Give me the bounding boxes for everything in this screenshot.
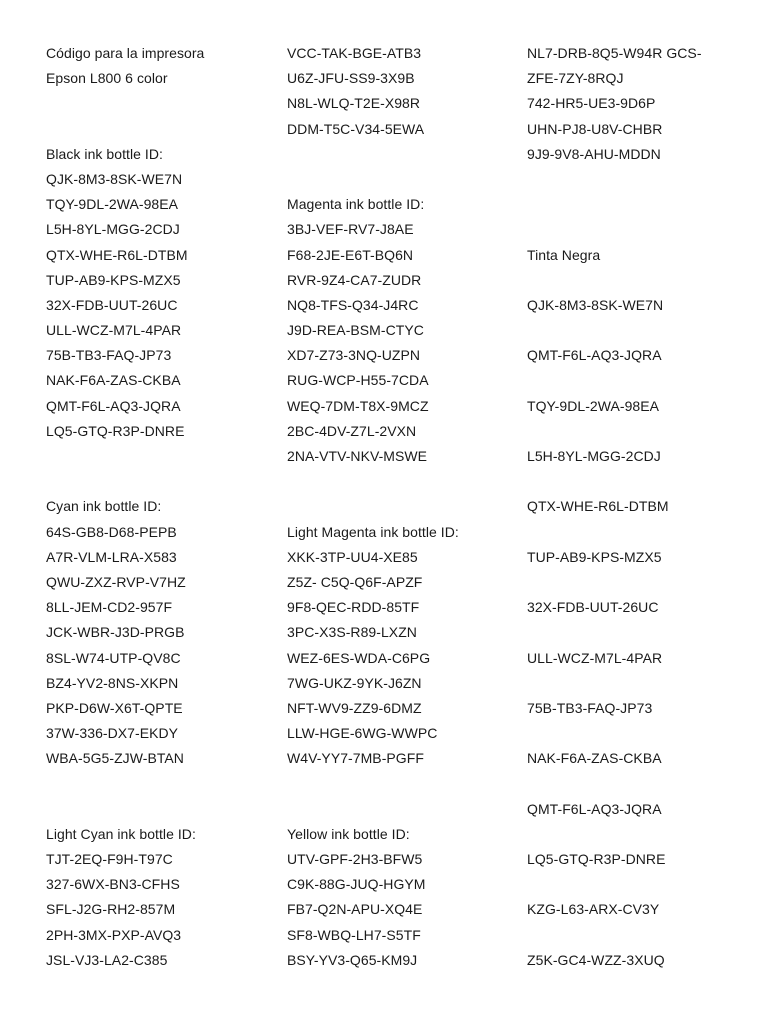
blank-line	[287, 797, 523, 822]
blank-line	[46, 444, 282, 469]
ink-code: XKK-3TP-UU4-XE85	[287, 548, 418, 565]
ink-code: NL7-DRB-8Q5-W94R GCS-	[527, 45, 702, 61]
ink-code: JSL-VJ3-LA2-C385	[46, 951, 168, 968]
ink-code: 3BJ-VEF-RV7-J8AE	[287, 221, 414, 238]
ink-code: Z5K-GC4-WZZ-3XUQ	[527, 951, 665, 968]
ink-code: QMT-F6L-AQ3-JQRA	[527, 800, 662, 817]
ink-code: QTX-WHE-R6L-DTBM	[46, 246, 188, 263]
ink-code: NAK-F6A-ZAS-CKBA	[46, 372, 181, 389]
ink-code: Z5Z- C5Q-Q6F-APZF	[287, 573, 423, 590]
ink-code: XD7-Z73-3NQ-UZPN	[287, 347, 421, 364]
section-heading: Epson L800 6 color	[46, 70, 168, 87]
ink-code: BSY-YV3-Q65-KM9J	[287, 951, 418, 968]
ink-code: JCK-WBR-J3D-PRGB	[46, 624, 185, 641]
ink-code: UHN-PJ8-U8V-CHBR	[527, 120, 663, 137]
blank-line	[527, 520, 763, 545]
ink-code: A7R-VLM-LRA-X583	[46, 548, 177, 565]
ink-code: 75B-TB3-FAQ-JP73	[527, 699, 653, 716]
ink-code: QTX-WHE-R6L-DTBM	[527, 498, 669, 515]
ink-code: 2BC-4DV-Z7L-2VXN	[287, 422, 417, 439]
ink-code: J9D-REA-BSM-CTYC	[287, 322, 424, 339]
ink-code: C9K-88G-JUQ-HGYM	[287, 876, 426, 893]
ink-code: 2NA-VTV-NKV-MSWE	[287, 448, 428, 464]
blank-line	[527, 368, 763, 393]
blank-line	[527, 671, 763, 696]
ink-code: WBA-5G5-ZJW-BTAN	[46, 750, 184, 767]
blank-line	[527, 167, 763, 192]
blank-line	[527, 469, 763, 494]
blank-line	[527, 268, 763, 293]
ink-code: 3PC-X3S-R89-LXZN	[287, 624, 417, 641]
ink-code: TQY-9DL-2WA-98EA	[527, 397, 660, 414]
blank-line	[527, 192, 763, 217]
blank-line	[287, 494, 523, 519]
ink-code: 75B-TB3-FAQ-JP73	[46, 347, 172, 364]
ink-code: 7WG-UKZ-9YK-J6ZN	[287, 674, 422, 691]
blank-line	[46, 117, 282, 142]
blank-line	[287, 469, 523, 494]
ink-code: ULL-WCZ-M7L-4PAR	[46, 322, 182, 339]
ink-code: KZG-L63-ARX-CV3Y	[527, 901, 660, 918]
ink-code: 9J9-9V8-AHU-MDDN	[527, 145, 661, 162]
blank-line	[46, 91, 282, 116]
ink-code: U6Z-JFU-SS9-3X9B	[287, 70, 415, 87]
blank-line	[527, 872, 763, 897]
ink-code: DDM-T5C-V34-5EWA	[287, 120, 425, 137]
blank-line	[527, 771, 763, 796]
blank-line	[46, 469, 282, 494]
blank-line	[527, 217, 763, 242]
ink-code: 32X-FDB-UUT-26UC	[527, 599, 659, 616]
ink-code: QMT-F6L-AQ3-JQRA	[46, 397, 181, 414]
ink-code: SFL-J2G-RH2-857M	[46, 901, 176, 918]
ink-code: N8L-WLQ-T2E-X98R	[287, 95, 421, 112]
ink-code: TQY-9DL-2WA-98EA	[46, 196, 179, 213]
blank-line	[527, 923, 763, 948]
section-heading: Tinta Negra	[527, 246, 601, 263]
ink-code: TUP-AB9-KPS-MZX5	[46, 271, 181, 288]
ink-code: RVR-9Z4-CA7-ZUDR	[287, 271, 422, 288]
ink-code: QJK-8M3-8SK-WE7N	[46, 170, 183, 187]
section-heading: Light Magenta ink bottle ID:	[287, 523, 459, 540]
section-heading: Light Cyan ink bottle ID:	[46, 825, 196, 842]
blank-line	[527, 570, 763, 595]
section-heading: Código para la impresora	[46, 45, 205, 61]
ink-code: WEQ-7DM-T8X-9MCZ	[287, 397, 429, 414]
ink-code: NQ8-TFS-Q34-J4RC	[287, 296, 419, 313]
ink-code: QMT-F6L-AQ3-JQRA	[527, 347, 662, 364]
blank-line	[287, 167, 523, 192]
ink-code: L5H-8YL-MGG-2CDJ	[46, 221, 180, 238]
ink-code: FB7-Q2N-APU-XQ4E	[287, 901, 423, 918]
blank-line	[46, 771, 282, 796]
section-heading: Black ink bottle ID:	[46, 145, 163, 162]
ink-code: 327-6WX-BN3-CFHS	[46, 876, 180, 893]
ink-code: L5H-8YL-MGG-2CDJ	[527, 448, 661, 464]
blank-line	[287, 771, 523, 796]
column-1	[46, 41, 282, 973]
ink-code: TJT-2EQ-F9H-T97C	[46, 851, 173, 867]
ink-code: W4V-YY7-7MB-PGFF	[287, 750, 424, 767]
ink-code: F68-2JE-E6T-BQ6N	[287, 246, 414, 263]
ink-code: 9F8-QEC-RDD-85TF	[287, 599, 420, 616]
ink-code: NAK-F6A-ZAS-CKBA	[527, 750, 662, 767]
ink-code: WEZ-6ES-WDA-C6PG	[287, 649, 431, 666]
column-2	[287, 41, 523, 973]
blank-line	[46, 797, 282, 822]
blank-line	[527, 822, 763, 847]
blank-line	[527, 721, 763, 746]
ink-code: LQ5-GTQ-R3P-DNRE	[46, 422, 185, 439]
ink-code: QWU-ZXZ-RVP-V7HZ	[46, 573, 186, 590]
ink-code: 8LL-JEM-CD2-957F	[46, 599, 173, 616]
ink-code: 32X-FDB-UUT-26UC	[46, 296, 178, 313]
ink-code: QJK-8M3-8SK-WE7N	[527, 296, 664, 313]
ink-code: PKP-D6W-X6T-QPTE	[46, 699, 183, 716]
ink-code: 64S-GB8-D68-PEPB	[46, 523, 177, 540]
ink-code: 8SL-W74-UTP-QV8C	[46, 649, 181, 666]
ink-code: VCC-TAK-BGE-ATB3	[287, 45, 422, 61]
blank-line	[527, 318, 763, 343]
section-heading: Cyan ink bottle ID:	[46, 498, 162, 515]
ink-code: 37W-336-DX7-EKDY	[46, 725, 179, 742]
ink-code: SF8-WBQ-LH7-S5TF	[287, 926, 421, 943]
ink-code: ULL-WCZ-M7L-4PAR	[527, 649, 663, 666]
ink-code: 2PH-3MX-PXP-AVQ3	[46, 926, 182, 943]
ink-code: RUG-WCP-H55-7CDA	[287, 372, 429, 389]
section-heading: Magenta ink bottle ID:	[287, 196, 425, 213]
ink-code: 742-HR5-UE3-9D6P	[527, 95, 656, 112]
blank-line	[527, 419, 763, 444]
ink-code: TUP-AB9-KPS-MZX5	[527, 548, 662, 565]
ink-code: UTV-GPF-2H3-BFW5	[287, 851, 423, 867]
ink-code: LLW-HGE-6WG-WWPC	[287, 725, 438, 742]
ink-code: NFT-WV9-ZZ9-6DMZ	[287, 699, 422, 716]
section-heading: Yellow ink bottle ID:	[287, 825, 410, 842]
blank-line	[287, 142, 523, 167]
ink-code: BZ4-YV2-8NS-XKPN	[46, 674, 179, 691]
ink-code: ZFE-7ZY-8RQJ	[527, 70, 624, 87]
ink-code: LQ5-GTQ-R3P-DNRE	[527, 851, 666, 867]
blank-line	[527, 620, 763, 645]
column-3	[527, 41, 763, 973]
